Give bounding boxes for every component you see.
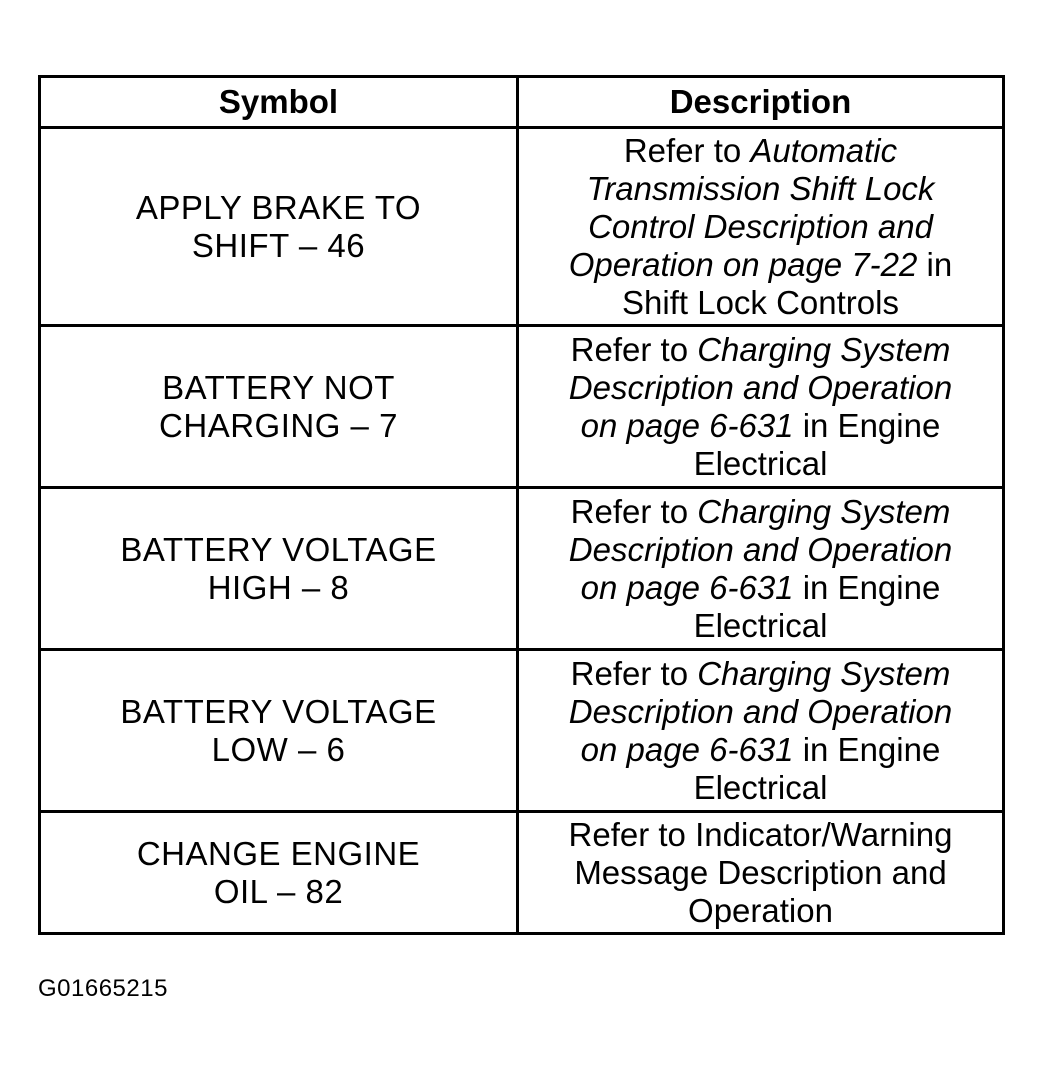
description-reference-text: Description and Operation (568, 692, 953, 730)
table-row (40, 650, 1004, 812)
symbol-cell (40, 326, 518, 488)
symbol-cell (40, 128, 518, 326)
description-reference-text: on page 6-631 (580, 568, 794, 606)
symbol-line: BATTERY VOLTAGE (120, 692, 437, 730)
description-text: Refer to (570, 492, 698, 530)
description-reference-text: Charging System (697, 330, 951, 368)
description-line (533, 607, 988, 645)
symbol-line: BATTERY NOT (162, 368, 395, 406)
description-reference-text: Control Description and (588, 207, 933, 245)
symbol-cell (40, 488, 518, 650)
description-cell (518, 326, 1004, 488)
description-text: in Engine (793, 406, 941, 444)
description-line (533, 246, 988, 284)
description-text: Refer to (570, 330, 698, 368)
description-text: Message Description and (574, 853, 947, 891)
symbol-line: SHIFT – 46 (191, 226, 366, 264)
symbol-cell (40, 812, 518, 934)
symbol-line: CHARGING – 7 (159, 406, 398, 444)
description-reference-text: Description and Operation (568, 530, 953, 568)
symbol-line: APPLY BRAKE TO (135, 188, 422, 226)
description-text: Refer to Indicator/Warning (568, 815, 953, 853)
symbol-description-table (38, 75, 1005, 935)
description-line (533, 655, 988, 693)
description-text: Shift Lock Controls (622, 283, 899, 321)
description-line (533, 407, 988, 445)
description-reference-text: on page 6-631 (580, 406, 794, 444)
description-cell (518, 488, 1004, 650)
description-line (533, 769, 988, 807)
symbol-line: BATTERY VOLTAGE (120, 530, 437, 568)
description-line (533, 493, 988, 531)
description-text: Electrical (693, 444, 828, 482)
description-reference-text: Description and Operation (568, 368, 953, 406)
table-row (40, 812, 1004, 934)
symbol-line: HIGH – 8 (207, 568, 350, 606)
description-line (533, 369, 988, 407)
description-text: Electrical (693, 768, 828, 806)
description-reference-text: Charging System (697, 492, 951, 530)
description-reference-text: Operation on page 7-22 (568, 245, 918, 283)
description-line (533, 284, 988, 322)
symbol-column-header: Symbol (40, 77, 518, 128)
description-reference-text: on page 6-631 (580, 730, 794, 768)
figure-id: G01665215 (38, 975, 168, 1002)
description-line (533, 531, 988, 569)
description-cell (518, 812, 1004, 934)
description-cell (518, 650, 1004, 812)
description-reference-text: Automatic (750, 131, 898, 169)
description-line (533, 892, 988, 930)
description-line (533, 693, 988, 731)
description-line (533, 331, 988, 369)
symbol-line: OIL – 82 (213, 872, 344, 910)
description-text: in Engine (793, 568, 941, 606)
description-line (533, 208, 988, 246)
description-line (533, 569, 988, 607)
description-line (533, 854, 988, 892)
table-header-row (40, 77, 1004, 128)
description-text: Refer to (623, 131, 751, 169)
description-line (533, 445, 988, 483)
table-row (40, 326, 1004, 488)
description-text: Refer to (570, 654, 698, 692)
description-text: Operation (688, 891, 833, 929)
description-line (533, 132, 988, 170)
description-cell (518, 128, 1004, 326)
description-text: Electrical (693, 606, 828, 644)
description-text: in Engine (793, 730, 941, 768)
description-line (533, 170, 988, 208)
description-reference-text: Transmission Shift Lock (586, 169, 935, 207)
description-text: in (917, 245, 953, 283)
description-reference-text: Charging System (697, 654, 951, 692)
description-line (533, 731, 988, 769)
description-column-header: Description (518, 77, 1004, 128)
symbol-line: CHANGE ENGINE (136, 834, 421, 872)
table-row (40, 488, 1004, 650)
symbol-cell (40, 650, 518, 812)
symbol-line: LOW – 6 (211, 730, 346, 768)
description-line (533, 816, 988, 854)
table-row (40, 128, 1004, 326)
